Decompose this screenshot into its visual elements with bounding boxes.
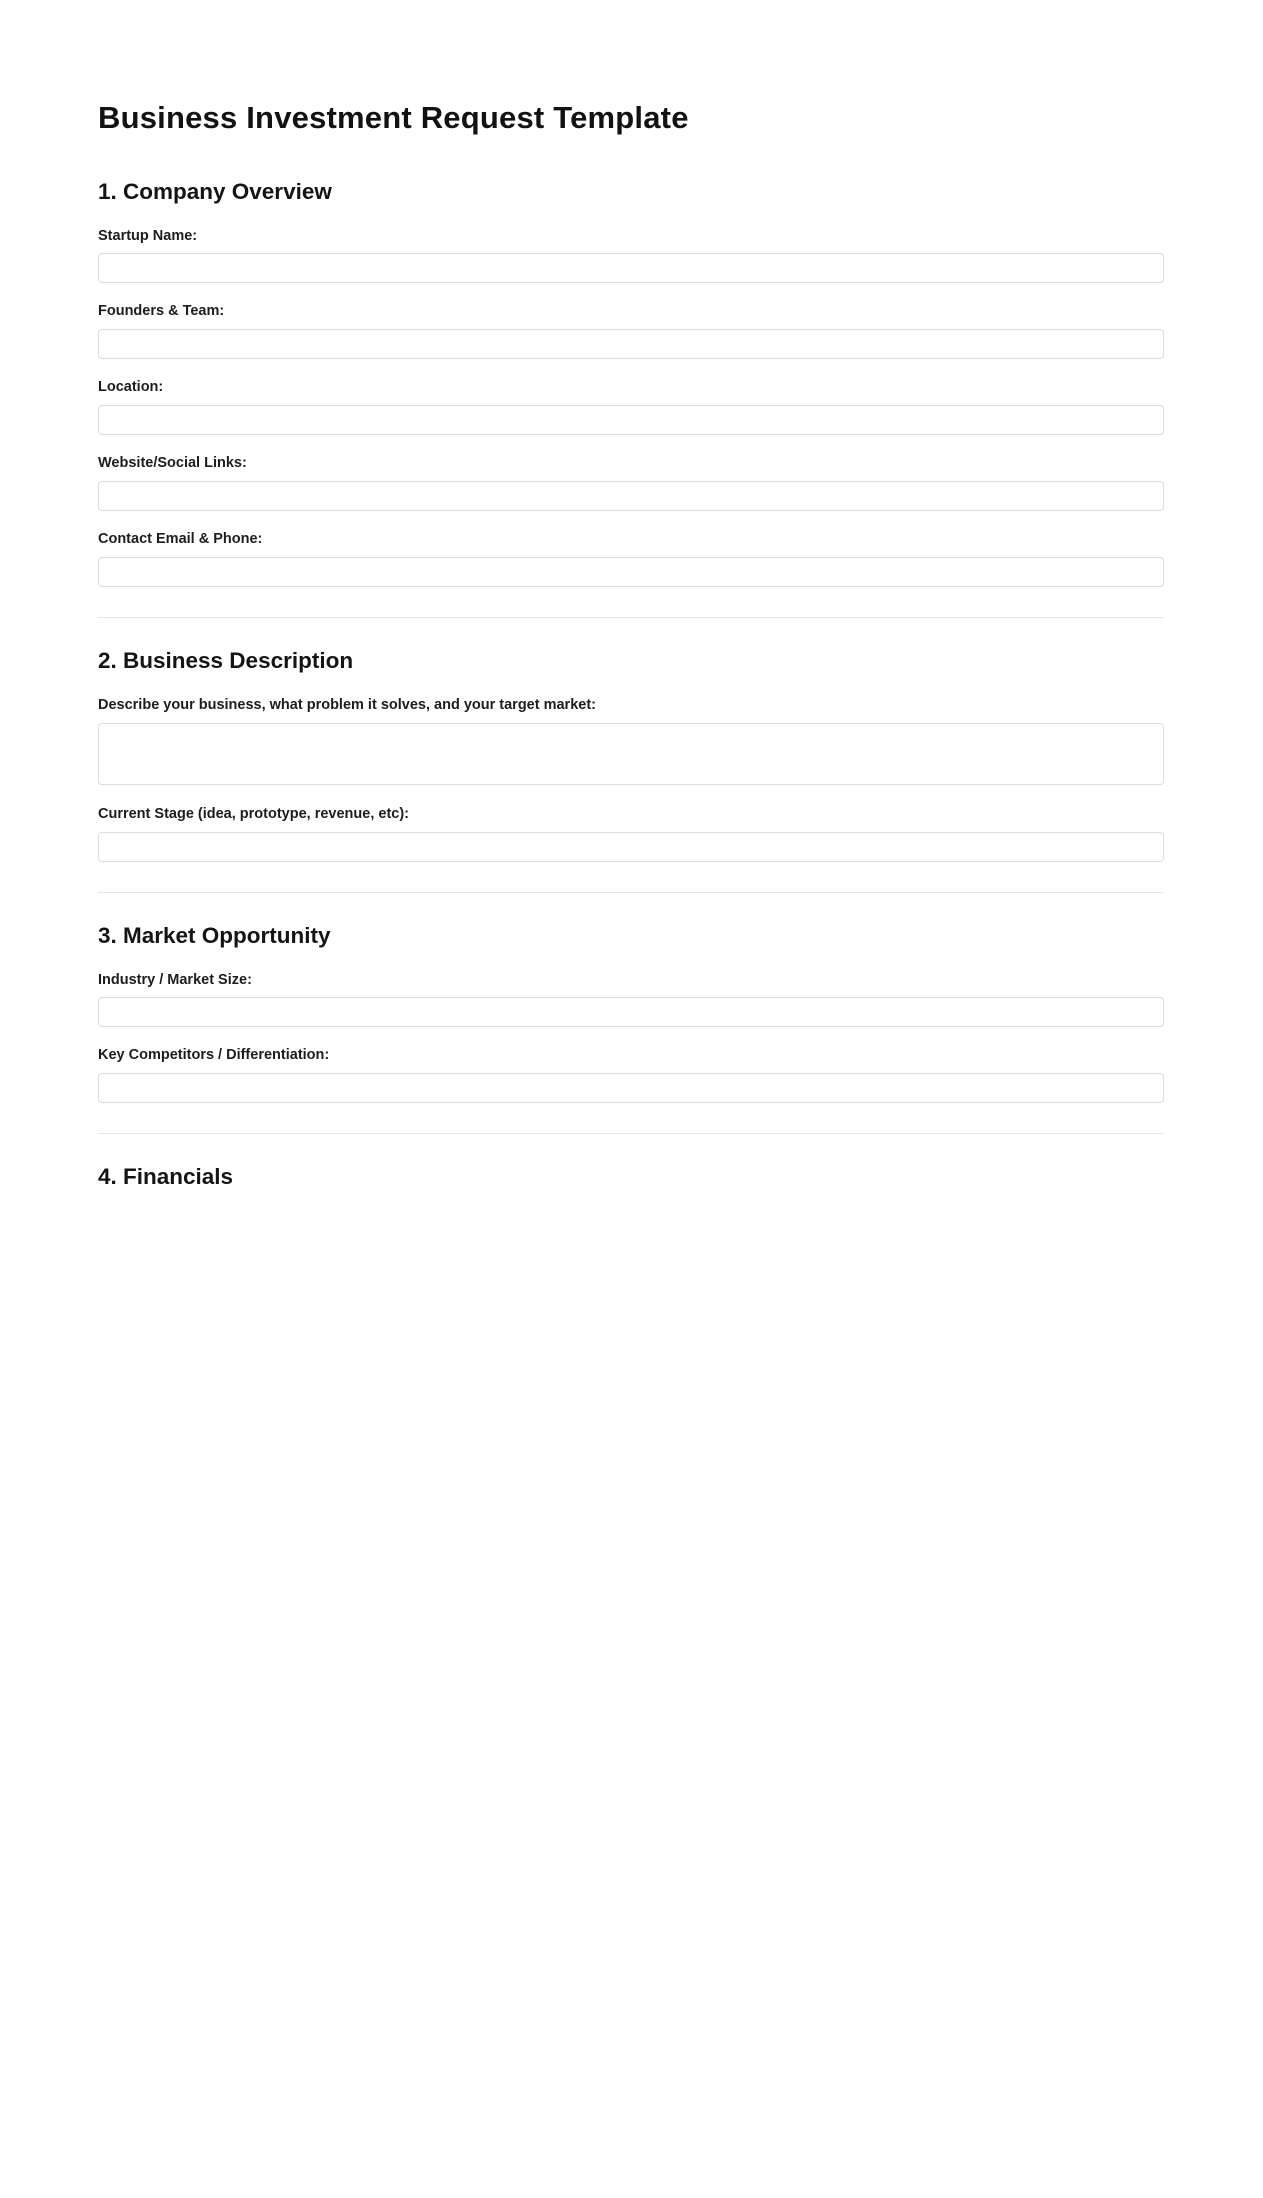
section-heading-financials: 4. Financials [98,1164,234,1190]
textarea-business-description[interactable] [98,723,1164,785]
field-current-stage [98,805,1164,862]
input-founders-team[interactable] [98,329,1164,359]
field-location [98,378,1164,435]
section-heading-business-description: 2. Business Description [98,647,354,673]
section-heading-company-overview: 1. Company Overview [98,178,332,204]
label-industry-market-size: Industry / Market Size: [98,971,252,988]
input-current-stage[interactable] [98,832,1164,862]
section-heading-market-opportunity: 3. Market Opportunity [98,922,331,948]
label-current-stage: Current Stage (idea, prototype, revenue, etc): [98,805,410,822]
field-industry-market-size [98,971,1164,1028]
label-founders-team: Founders & Team: [98,303,225,320]
field-contact-email-phone [98,530,1164,587]
section-divider-2 [98,892,1164,893]
section-company-overview [98,178,1164,587]
field-website-social-links [98,454,1164,511]
label-website-social-links: Website/Social Links: [98,455,247,472]
input-key-competitors[interactable] [98,1073,1164,1103]
section-market-opportunity [98,922,1164,1104]
field-startup-name [98,227,1164,284]
label-startup-name: Startup Name: [98,227,198,244]
input-location[interactable] [98,405,1164,435]
label-contact-email-phone: Contact Email & Phone: [98,531,263,548]
section-divider-1 [98,617,1164,618]
input-startup-name[interactable] [98,253,1164,283]
field-key-competitors [98,1046,1164,1103]
input-contact-email-phone[interactable] [98,557,1164,587]
input-industry-market-size[interactable] [98,997,1164,1027]
label-location: Location: [98,379,164,396]
label-business-description: Describe your business, what problem it solves, and your target market: [98,696,596,713]
section-business-description [98,647,1164,862]
page-empty-area [0,1292,1263,2198]
field-founders-team [98,302,1164,359]
label-key-competitors: Key Competitors / Differentiation: [98,1047,330,1064]
section-financials [98,1163,1164,1190]
section-divider-3 [98,1133,1164,1134]
input-website-social-links[interactable] [98,481,1164,511]
page-title: Business Investment Request Template [98,100,689,135]
field-business-description [98,696,1164,785]
